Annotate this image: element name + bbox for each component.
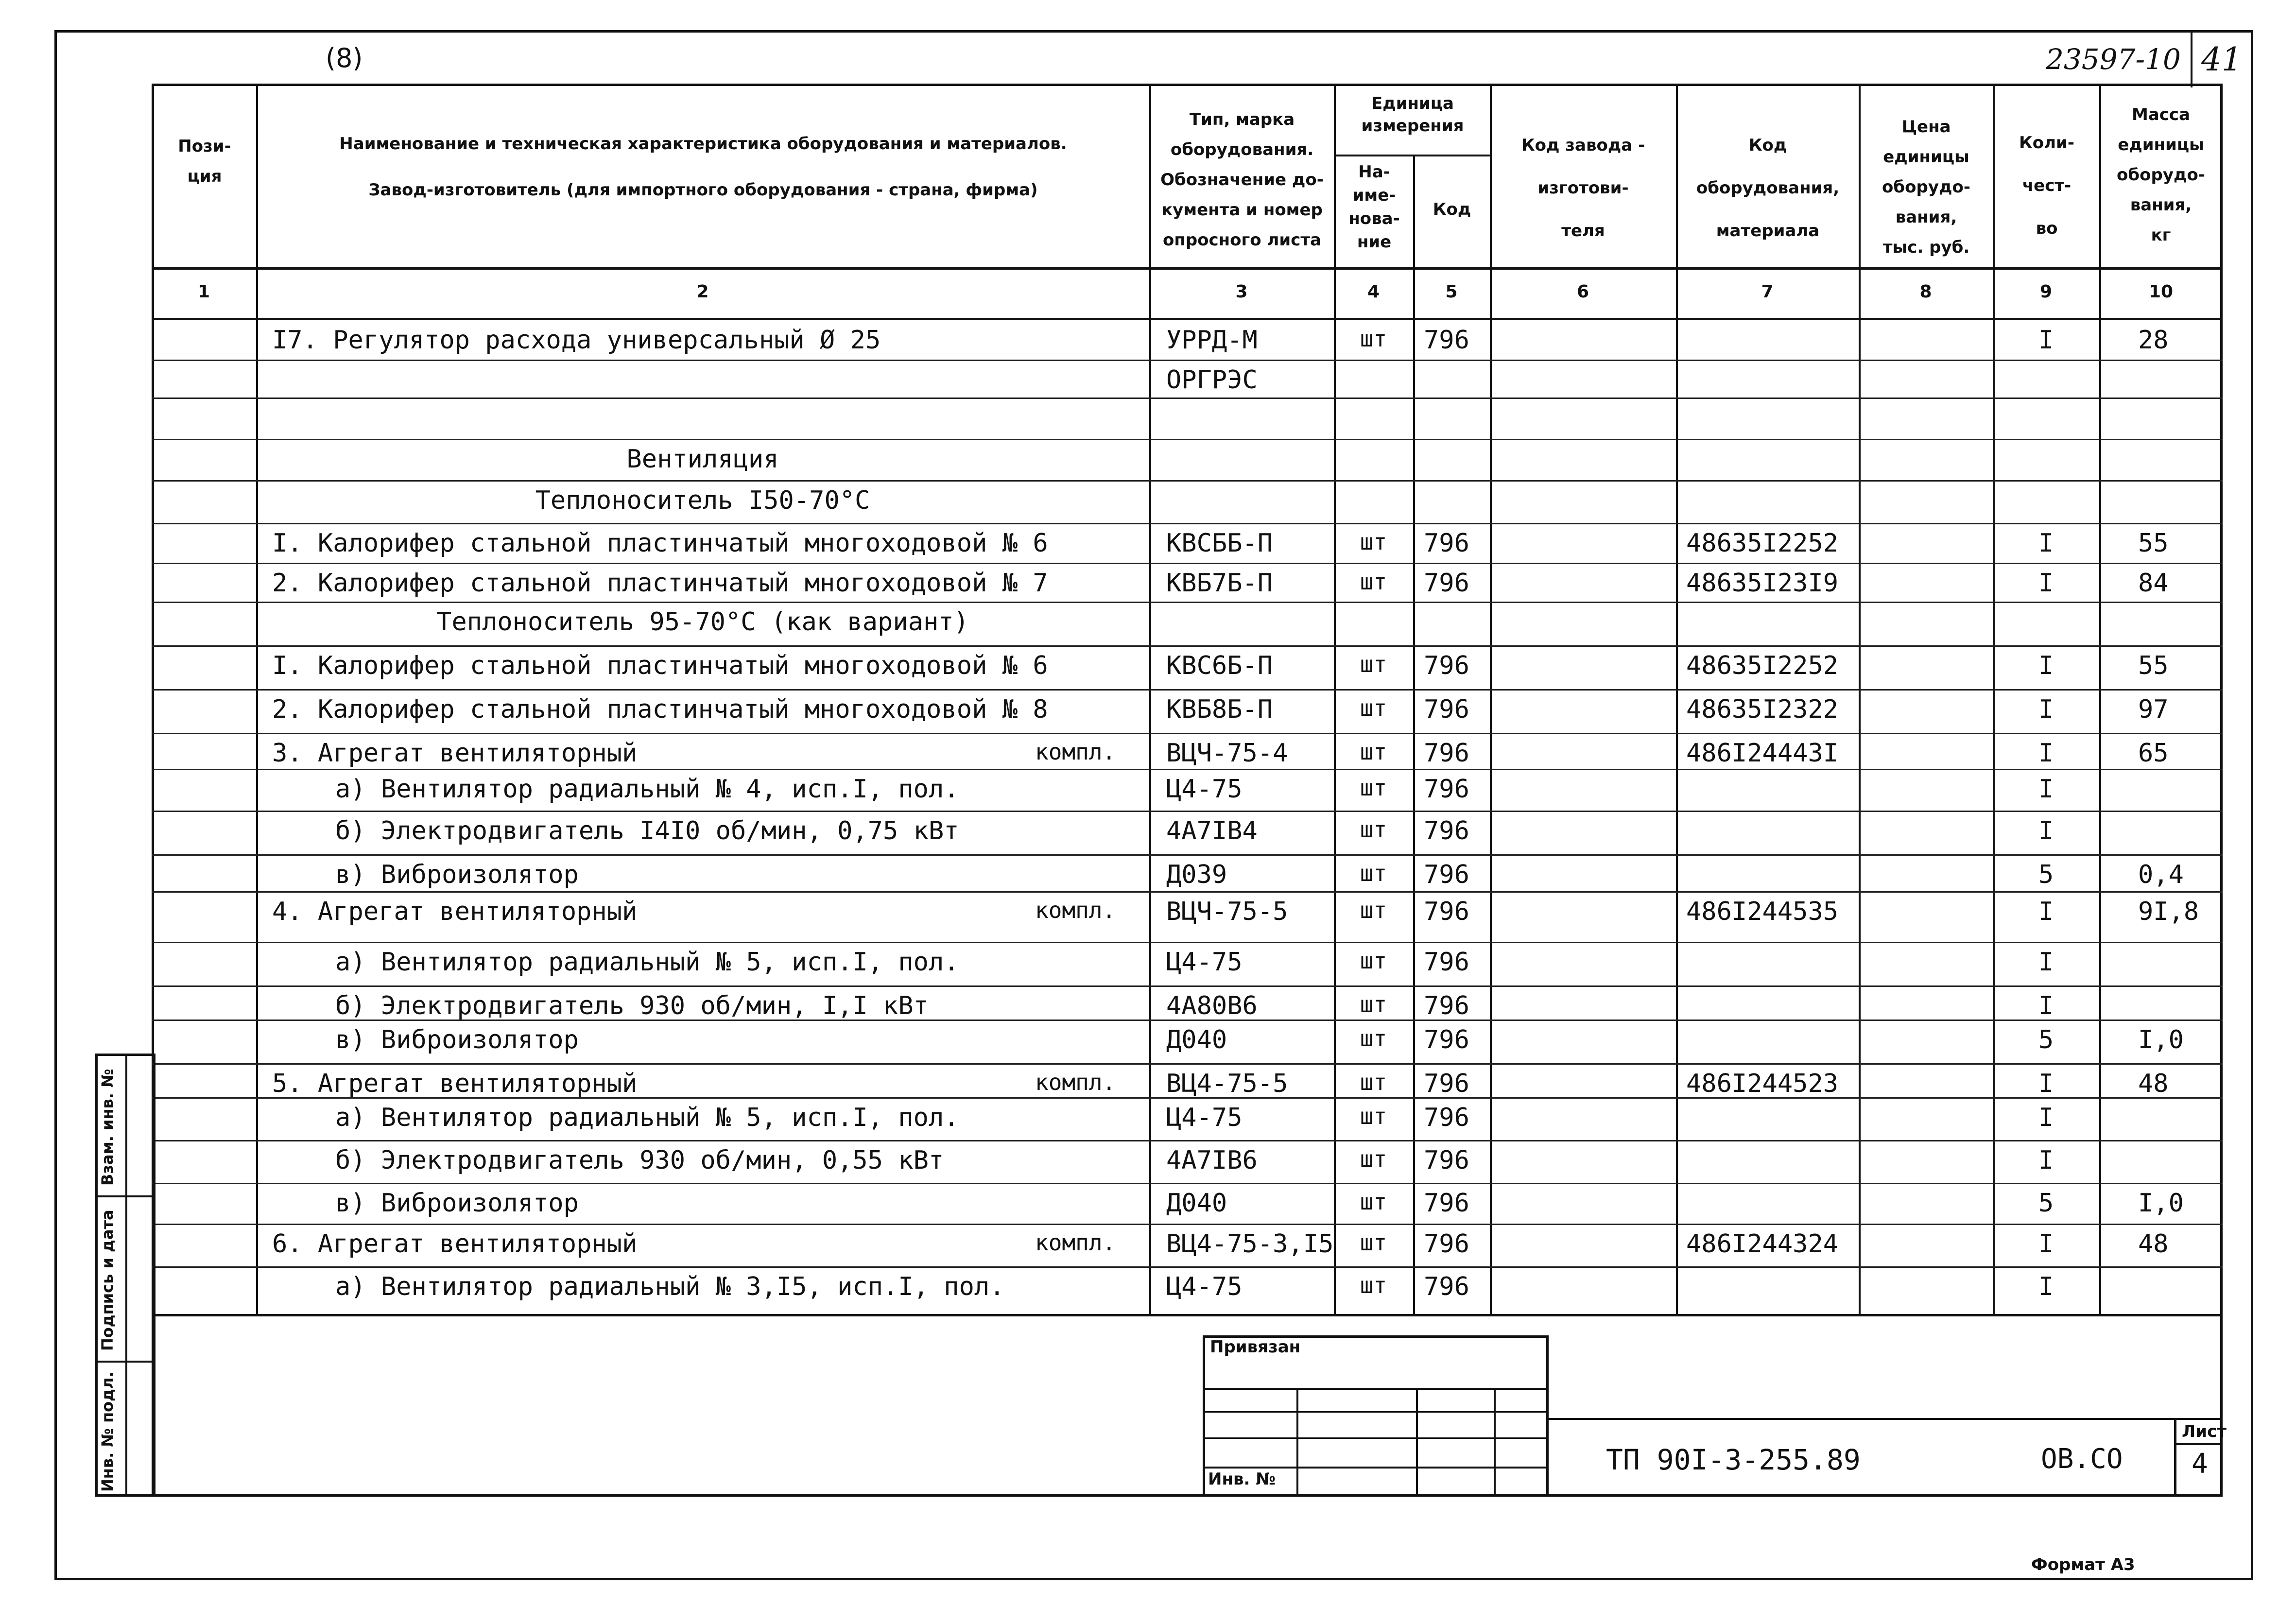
item-mass: 84: [2138, 569, 2169, 598]
item-type: ВЦ4-75-3,I5: [1166, 1229, 1334, 1259]
item-equipment-code: 48635I2252: [1686, 529, 1839, 558]
row-separator: [152, 854, 2223, 856]
item-mass: 0,4: [2138, 860, 2184, 889]
item-quantity: 5: [2038, 1189, 2054, 1218]
row-separator: [152, 891, 2223, 893]
item-name: I. Калорифер стальной пластинчатый многоходовой № 6: [272, 529, 1048, 558]
row-separator: [152, 563, 2223, 564]
sheet-label: Лист: [2182, 1422, 2227, 1441]
section-heading: Вентиляция: [626, 445, 779, 474]
item-name: 3. Агрегат вентиляторный: [272, 739, 638, 768]
item-quantity: I: [2038, 651, 2054, 680]
unit-set-label: компл.: [1035, 897, 1116, 923]
section-heading: Теплоноситель 95-70°С (как вариант): [436, 607, 969, 637]
item-equipment-code: 486I244324: [1686, 1229, 1839, 1259]
header-type: Тип, марка оборудования. Обозначение до- кумента и номер опросного листа: [1160, 110, 1324, 250]
subitem-name: а) Вентилятор радиальный № 5, исп.I, пол.: [335, 1103, 959, 1132]
item-quantity: I: [2038, 569, 2054, 598]
item-unit: шт: [1360, 860, 1387, 886]
item-type: Д040: [1166, 1025, 1227, 1054]
item-unit-code: 796: [1424, 326, 1469, 355]
item-quantity: I: [2038, 739, 2054, 768]
row-separator: [152, 733, 2223, 734]
item-quantity: I: [2038, 1146, 2054, 1175]
header-unit: Единица измерения: [1361, 94, 1464, 136]
item-quantity: I: [2038, 529, 2054, 558]
item-unit: шт: [1360, 695, 1387, 721]
item-type: КВБ7Б-П: [1166, 569, 1273, 598]
item-mass: 48: [2138, 1069, 2169, 1098]
item-type: ВЦ4-75-5: [1166, 1069, 1288, 1098]
item-unit-code: 796: [1424, 1025, 1469, 1054]
section-heading: Теплоноситель I50-70°С: [535, 486, 870, 515]
item-mass: I,0: [2138, 1025, 2184, 1054]
item-type: Ц4-75: [1166, 948, 1243, 977]
item-unit-code: 796: [1424, 775, 1469, 804]
bound-col-3: [1494, 1388, 1496, 1497]
side-label-signature-date: Подпись и дата: [98, 1210, 117, 1351]
item-name: 2. Калорифер стальной пластинчатый многоходовой № 8: [272, 695, 1048, 724]
row-separator: [152, 602, 2223, 603]
item-unit: шт: [1360, 1103, 1387, 1129]
item-type: 4А7IВ4: [1166, 816, 1258, 846]
numbers-bottom-line: [152, 318, 2223, 320]
document-designation: ТП 90I-3-255.89: [1606, 1443, 1861, 1476]
item-mass: 9I,8: [2138, 897, 2199, 926]
page-number-handwritten: 41: [2201, 41, 2242, 78]
table-body-bottom-line: [152, 1314, 2223, 1316]
item-quantity: I: [2038, 816, 2054, 846]
header-bottom-line: [152, 267, 2223, 270]
item-unit-code: 796: [1424, 529, 1469, 558]
item-unit-code: 796: [1424, 948, 1469, 977]
item-unit: шт: [1360, 739, 1387, 765]
item-type: ВЦЧ-75-5: [1166, 897, 1288, 926]
bound-line-1: [1203, 1388, 1549, 1390]
bound-line-4: [1203, 1467, 1549, 1469]
item-unit: шт: [1360, 1025, 1387, 1052]
item-type: Д039: [1166, 860, 1227, 889]
item-unit-code: 796: [1424, 860, 1469, 889]
item-mass: 55: [2138, 529, 2169, 558]
bound-label: Привязан: [1210, 1337, 1301, 1357]
row-separator: [152, 769, 2223, 770]
item-unit: шт: [1360, 948, 1387, 974]
item-quantity: I: [2038, 775, 2054, 804]
row-separator: [152, 1140, 2223, 1141]
row-separator: [152, 942, 2223, 943]
column-number-4: 4: [1367, 282, 1380, 302]
item-unit: шт: [1360, 1272, 1387, 1298]
header-mass: Масса единицы оборудо- вания, кг: [2117, 105, 2205, 245]
item-mass: 48: [2138, 1229, 2169, 1259]
item-unit: шт: [1360, 1229, 1387, 1256]
item-unit: шт: [1360, 529, 1387, 555]
item-name: I7. Регулятор расхода универсальный Ø 25: [272, 326, 881, 355]
item-type: УРРД-М: [1166, 326, 1258, 355]
header-name-line2: Завод-изготовитель (для импортного оборудования - страна, фирма): [368, 180, 1038, 200]
item-mass: 28: [2138, 326, 2169, 355]
header-factory-code: Код завода - изготови- теля: [1521, 136, 1645, 241]
subitem-name: б) Электродвигатель 930 об/мин, I,I кВт: [335, 991, 929, 1020]
item-equipment-code: 48635I2252: [1686, 651, 1839, 680]
item-unit-code: 796: [1424, 569, 1469, 598]
column-number-2: 2: [696, 282, 709, 302]
bound-line-3: [1203, 1437, 1549, 1439]
item-quantity: I: [2038, 1272, 2054, 1301]
item-mass: 97: [2138, 695, 2169, 724]
item-equipment-code: 486I24443I: [1686, 739, 1839, 768]
item-unit-code: 796: [1424, 816, 1469, 846]
header-unit-name: На- име- нова- ние: [1348, 162, 1400, 252]
item-type: ВЦЧ-75-4: [1166, 739, 1288, 768]
item-quantity: I: [2038, 991, 2054, 1020]
format-label: Формат А3: [2031, 1555, 2135, 1574]
column-number-1: 1: [197, 282, 210, 302]
sheet-box-line: [2174, 1443, 2223, 1445]
row-separator: [152, 645, 2223, 647]
bound-col-1: [1296, 1388, 1298, 1497]
document-mark: ОВ.СО: [2041, 1443, 2123, 1475]
item-unit: шт: [1360, 1069, 1387, 1095]
row-separator: [152, 1063, 2223, 1065]
bound-col-2: [1416, 1388, 1418, 1497]
unit-set-label: компл.: [1035, 739, 1116, 765]
side-stamp-line-2: [95, 1361, 155, 1363]
item-unit-code: 796: [1424, 1146, 1469, 1175]
item-unit-code: 796: [1424, 1103, 1469, 1132]
item-name: 4. Агрегат вентиляторный: [272, 897, 638, 926]
item-unit: шт: [1360, 569, 1387, 595]
bound-line-2: [1203, 1411, 1549, 1413]
item-unit-code: 796: [1424, 651, 1469, 680]
header-equipment-code: Код оборудования, материала: [1696, 136, 1840, 241]
column-number-6: 6: [1576, 282, 1589, 302]
row-separator: [152, 1224, 2223, 1225]
item-quantity: I: [2038, 1229, 2054, 1259]
item-name: 2. Калорифер стальной пластинчатый многоходовой № 7: [272, 569, 1048, 598]
item-quantity: I: [2038, 897, 2054, 926]
title-block-top: [1548, 1418, 2223, 1420]
header-quantity: Коли- чест- во: [2019, 133, 2074, 238]
subitem-name: в) Виброизолятор: [335, 1189, 579, 1218]
item-unit: шт: [1360, 775, 1387, 801]
doc-code: 23597-10: [2046, 43, 2181, 76]
item-mass: 55: [2138, 651, 2169, 680]
item-unit: шт: [1360, 1146, 1387, 1172]
unit-subheader-line: [1334, 155, 1490, 156]
row-separator: [152, 439, 2223, 440]
item-quantity: I: [2038, 326, 2054, 355]
side-label-inv-original: Инв. № подл.: [98, 1371, 117, 1492]
item-type: КВС6Б-П: [1166, 651, 1273, 680]
subitem-name: б) Электродвигатель I4I0 об/мин, 0,75 кВт: [335, 816, 959, 846]
sheet-number: 4: [2192, 1448, 2208, 1480]
page-index: (8): [326, 43, 363, 73]
item-quantity: I: [2038, 1103, 2054, 1132]
item-equipment-code: 48635I2322: [1686, 695, 1839, 724]
item-equipment-code: 48635I23I9: [1686, 569, 1839, 598]
item-unit-code: 796: [1424, 695, 1469, 724]
item-type: КВБ8Б-П: [1166, 695, 1273, 724]
side-stamp-divider: [125, 1054, 127, 1497]
column-number-10: 10: [2148, 282, 2174, 302]
row-separator: [152, 523, 2223, 524]
side-stamp-line-1: [95, 1195, 155, 1197]
unit-set-label: компл.: [1035, 1229, 1116, 1256]
item-name: 5. Агрегат вентиляторный: [272, 1069, 638, 1098]
item-type: 4А80В6: [1166, 991, 1258, 1020]
item-mass: 65: [2138, 739, 2169, 768]
item-unit: шт: [1360, 897, 1387, 923]
header-name-line1: Наименование и техническая характеристика оборудования и материалов.: [339, 134, 1067, 154]
column-number-5: 5: [1445, 282, 1458, 302]
item-type: Ц4-75: [1166, 1272, 1243, 1301]
subitem-name: в) Виброизолятор: [335, 1025, 579, 1054]
item-unit-code: 796: [1424, 897, 1469, 926]
item-quantity: I: [2038, 1069, 2054, 1098]
header-unit-code: Код: [1433, 200, 1471, 219]
inv-label: Инв. №: [1208, 1469, 1276, 1489]
item-unit-code: 796: [1424, 1069, 1469, 1098]
item-unit-code: 796: [1424, 1189, 1469, 1218]
item-mass: I,0: [2138, 1189, 2184, 1218]
row-separator: [152, 985, 2223, 987]
item-type: ОРГРЭС: [1166, 365, 1258, 395]
column-number-7: 7: [1761, 282, 1774, 302]
item-unit-code: 796: [1424, 739, 1469, 768]
row-separator: [152, 811, 2223, 812]
item-equipment-code: 486I244523: [1686, 1069, 1839, 1098]
unit-set-label: компл.: [1035, 1069, 1116, 1095]
item-type: Ц4-75: [1166, 775, 1243, 804]
item-unit-code: 796: [1424, 1272, 1469, 1301]
item-unit: шт: [1360, 1189, 1387, 1215]
item-quantity: I: [2038, 948, 2054, 977]
subitem-name: а) Вентилятор радиальный № 4, исп.I, пол.: [335, 775, 959, 804]
subitem-name: в) Виброизолятор: [335, 860, 579, 889]
item-unit-code: 796: [1424, 991, 1469, 1020]
subitem-name: а) Вентилятор радиальный № 5, исп.I, пол.: [335, 948, 959, 977]
subitem-name: б) Электродвигатель 930 об/мин, 0,55 кВт: [335, 1146, 944, 1175]
row-separator: [152, 689, 2223, 691]
item-unit: шт: [1360, 651, 1387, 677]
row-separator: [152, 1183, 2223, 1184]
header-position: Пози- ция: [178, 137, 231, 186]
item-equipment-code: 486I244535: [1686, 897, 1839, 926]
column-number-8: 8: [1919, 282, 1932, 302]
item-unit: шт: [1360, 816, 1387, 843]
row-separator: [152, 360, 2223, 361]
row-separator: [152, 397, 2223, 399]
item-quantity: 5: [2038, 1025, 2054, 1054]
row-separator: [152, 1266, 2223, 1268]
item-type: 4А7IВ6: [1166, 1146, 1258, 1175]
column-number-3: 3: [1235, 282, 1248, 302]
row-separator: [152, 480, 2223, 482]
item-unit-code: 796: [1424, 1229, 1469, 1259]
column-number-9: 9: [2039, 282, 2053, 302]
item-unit: шт: [1360, 326, 1387, 352]
side-label-replace-inv: Взам. инв. №: [98, 1069, 117, 1186]
item-type: Д040: [1166, 1189, 1227, 1218]
item-quantity: I: [2038, 695, 2054, 724]
item-type: Ц4-75: [1166, 1103, 1243, 1132]
subitem-name: а) Вентилятор радиальный № 3,I5, исп.I, пол.: [335, 1272, 1005, 1301]
item-type: КВСББ-П: [1166, 529, 1273, 558]
header-unit-price: Цена единицы оборудо- вания, тыс. руб.: [1882, 117, 1970, 257]
item-name: 6. Агрегат вентиляторный: [272, 1229, 638, 1259]
item-name: I. Калорифер стальной пластинчатый многоходовой № 6: [272, 651, 1048, 680]
page-number-divider: [2191, 30, 2192, 87]
item-quantity: 5: [2038, 860, 2054, 889]
item-unit: шт: [1360, 991, 1387, 1018]
